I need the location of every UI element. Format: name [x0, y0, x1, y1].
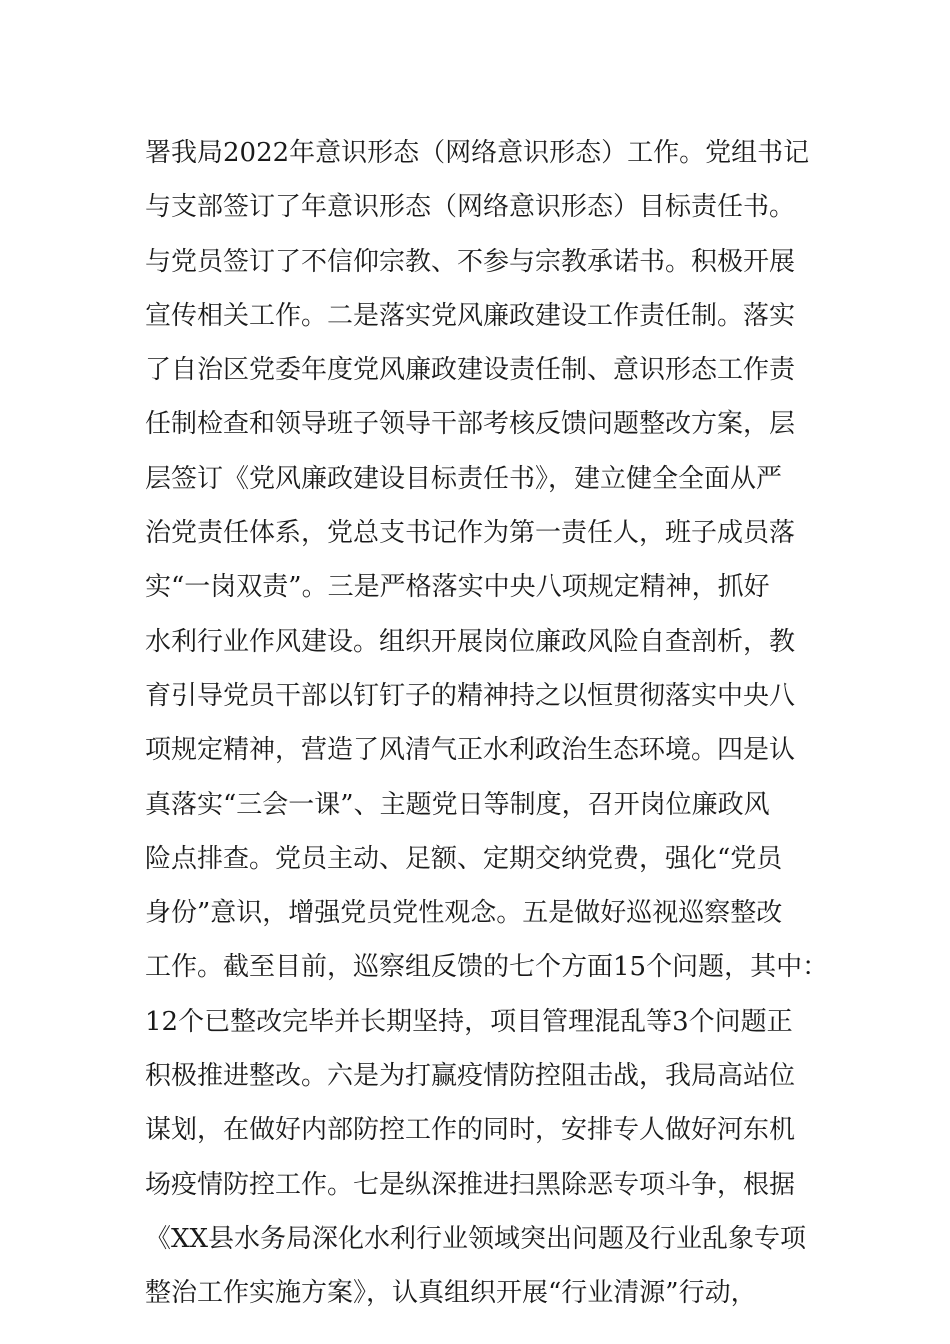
text-line: 了自治区党委年度党风廉政建设责任制、意识形态工作责 — [145, 355, 796, 386]
text-line: 整治工作实施方案》，认真组织开展“行业清源”行动， — [145, 1278, 757, 1309]
text-line: 治党责任体系，党总支书记作为第一责任人，班子成员落 — [145, 518, 796, 549]
text-line: 身份”意识，增强党员党性观念。五是做好巡视巡察整改 — [145, 898, 783, 929]
text-line: 育引导党员干部以钉钉子的精神持之以恒贯彻落实中央八 — [145, 680, 796, 711]
text-line: 署我局2022年意识形态（网络意识形态）工作。党组书记 — [145, 138, 810, 168]
document-body — [145, 126, 845, 1321]
text-line: 谋划，在做好内部防控工作的同时，安排专人做好河东机 — [145, 1115, 796, 1146]
text-line: 实“一岗双责”。三是严格落实中央八项规定精神，抓好 — [145, 572, 770, 603]
text-line: 险点排查。党员主动、足额、定期交纳党费，强化“党员 — [145, 843, 783, 874]
text-line: 与支部签订了年意识形态（网络意识形态）目标责任书。 — [145, 192, 796, 223]
text-line: 12个已整改完毕并长期坚持，项目管理混乱等3个问题正 — [145, 1006, 793, 1037]
text-line: 水利行业作风建设。组织开展岗位廉政风险自查剖析，教 — [145, 626, 796, 657]
text-line: 宣传相关工作。二是落实党风廉政建设工作责任制。落实 — [145, 300, 796, 331]
text-line: 与党员签订了不信仰宗教、不参与宗教承诺书。积极开展 — [145, 246, 796, 277]
text-line: 真落实“三会一课”、主题党日等制度，召开岗位廉政风 — [145, 789, 770, 820]
text-line: 场疫情防控工作。七是纵深推进扫黑除恶专项斗争，根据 — [145, 1169, 796, 1200]
text-line: 项规定精神，营造了风清气正水利政治生态环境。四是认 — [145, 735, 796, 766]
text-line: 任制检查和领导班子领导干部考核反馈问题整改方案，层 — [145, 409, 796, 440]
text-line: 层签订《党风廉政建设目标责任书》，建立健全全面从严 — [145, 463, 783, 494]
text-line: 《XX县水务局深化水利行业领域突出问题及行业乱象专项 — [145, 1223, 807, 1254]
text-line: 工作。截至目前，巡察组反馈的七个方面15个问题，其中： — [145, 952, 829, 983]
text-line: 积极推进整改。六是为打赢疫情防控阻击战，我局高站位 — [145, 1061, 796, 1092]
